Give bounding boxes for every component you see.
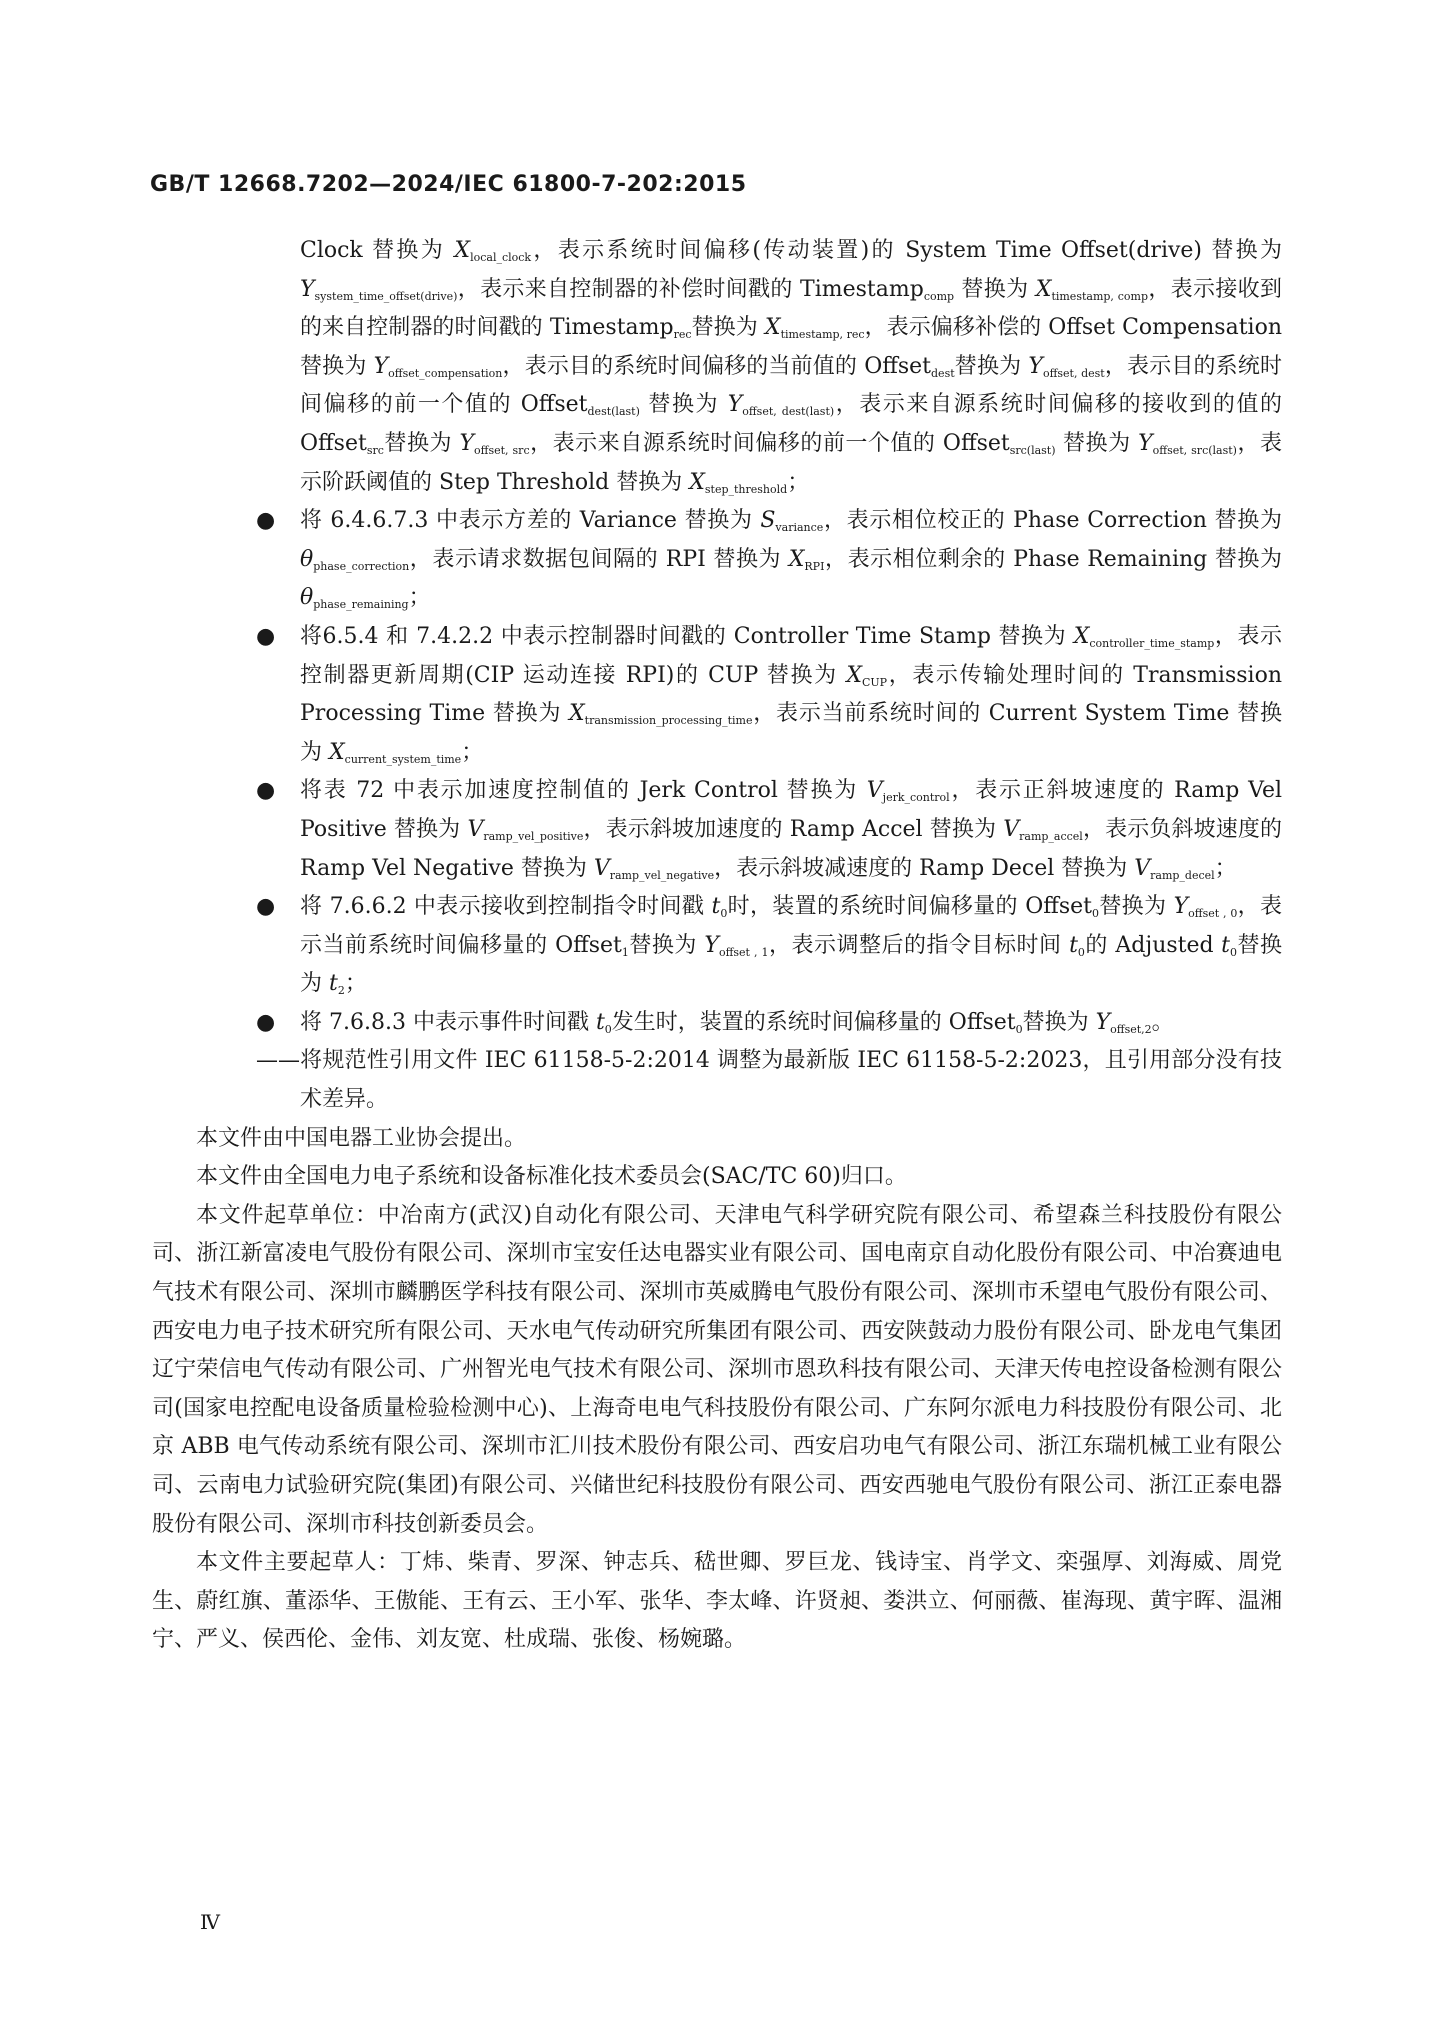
page-content	[152, 232, 1282, 1660]
drafters-paragraph: 本文件主要起草人：丁炜、柴青、罗深、钟志兵、嵇世卿、罗巨龙、钱诗宝、肖学文、栾强厚、刘海威、周党生、蔚红旗、董添华、王傲能、王有云、王小军、张华、李太峰、许贤昶、娄洪立、何丽薇、崔海现、黄宇晖、温湘宁、严义、侯西伦、金伟、刘友宽、杜成瑞、张俊、杨婉璐。	[152, 1550, 1282, 1653]
bullet-item-event-time-stamp: ● 将 7.6.8.3 中表示事件时间戳 $t_0$发生时，装置的系统时间偏移量的 Offset$_0$替换为 $Y_{offset,2}$。	[152, 1004, 1282, 1043]
bullet-dot-icon: ●	[256, 894, 276, 920]
bullet-item-offset-adjust: ● 将 7.6.6.2 中表示接收到控制指令时间戳 $t_0$时，装置的系统时间偏移量的 Offset$_0$替换为 $Y_{offset , 0}$，表示当前系统时间偏移量的 Offset$_1$替换为 $Y_{offset , 1}$，表示调整后的指令目标时间 $t_0$的 Adjusted $t_0$替换为 $t_2$；	[152, 888, 1282, 1004]
page-number: Ⅳ	[200, 1910, 220, 1934]
bullet-item-jerk-control: ● 将表 72 中表示加速度控制值的 Jerk Control 替换为 $V_{jerk\_control}$，表示正斜坡速度的 Ramp Vel Positive 替换为 $V_{ramp\_vel\_positive}$，表示斜坡加速度的 Ramp Accel 替换为 $V_{ramp\_accel}$，表示负斜坡速度的 Ramp Vel Negative 替换为 $V_{ramp\_vel\_negative}$，表示斜坡减速度的 Ramp Decel 替换为 $V_{ramp\_decel}$；	[152, 772, 1282, 888]
bullet-item-variance: ● 将 6.4.6.7.3 中表示方差的 Variance 替换为 $S_{variance}$，表示相位校正的 Phase Correction 替换为 $\theta_{phase\_correction}$，表示请求数据包间隔的 RPI 替换为 $X_{RPI}$，表示相位剩余的 Phase Remaining 替换为 $\theta_{phase\_remaining}$；	[152, 502, 1282, 618]
standard-number-header: GB/T 12668.7202—2024/IEC 61800-7-202:2015	[150, 172, 747, 197]
replacement-continuation-paragraph: Clock 替换为 $X_{local\_clock}$，表示系统时间偏移(传动装置)的 System Time Offset(drive) 替换为 $Y_{system\_time\_offset(drive)}$，表示来自控制器的补偿时间戳的 Timestamp$_{comp}$ 替换为 $X_{timestamp, comp}$，表示接收到的来自控制器的时间戳的 Timestamp$_{rec}$替换为 $X_{timestamp, rec}$，表示偏移补偿的 Offset Compensation 替换为 $Y_{offset\_compensation}$，表示目的系统时间偏移的当前值的 Offset$_{dest}$替换为 $Y_{offset, dest}$，表示目的系统时间偏移的前一个值的 Offset$_{dest(last)}$ 替换为 $Y_{offset, dest(last)}$，表示来自源系统时间偏移的接收到的值的 Offset$_{src}$替换为 $Y_{offset, src}$，表示来自源系统时间偏移的前一个值的 Offset$_{src(last)}$ 替换为 $Y_{offset, src(last)}$，表示阶跃阈值的 Step Threshold 替换为 $X_{step\_threshold}$；	[300, 238, 1282, 496]
bullet-dot-icon: ●	[256, 778, 276, 804]
centralized-paragraph: 本文件由全国电力电子系统和设备标准化技术委员会(SAC/TC 60)归口。	[196, 1164, 907, 1190]
normative-reference-change-item: ——将规范性引用文件 IEC 61158-5-2:2014 调整为最新版 IEC 61158-5-2:2023，且引用部分没有技术差异。	[256, 1048, 1282, 1113]
bullet-item-controller-time-stamp: ● 将6.5.4 和 7.4.2.2 中表示控制器时间戳的 Controller Time Stamp 替换为 $X_{controller\_time\_stamp}$，表示控制器更新周期(CIP 运动连接 RPI)的 CUP 替换为 $X_{CUP}$，表示传输处理时间的 Transmission Processing Time 替换为 $X_{transmission\_processing\_time}$，表示当前系统时间的 Current System Time 替换为 $X_{current\_system\_time}$；	[152, 618, 1282, 772]
drafting-units-paragraph: 本文件起草单位：中冶南方(武汉)自动化有限公司、天津电气科学研究院有限公司、希望森兰科技股份有限公司、浙江新富凌电气股份有限公司、深圳市宝安任达电器实业有限公司、国电南京自动化股份有限公司、中冶赛迪电气技术有限公司、深圳市麟鹏医学科技有限公司、深圳市英威腾电气股份有限公司、深圳市禾望电气股份有限公司、西安电力电子技术研究所有限公司、天水电气传动研究所集团有限公司、西安陕鼓动力股份有限公司、卧龙电气集团辽宁荣信电气传动有限公司、广州智光电气技术有限公司、深圳市恩玖科技有限公司、天津天传电控设备检测有限公司(国家电控配电设备质量检验检测中心)、上海奇电电气科技股份有限公司、广东阿尔派电力科技股份有限公司、北京 ABB 电气传动系统有限公司、深圳市汇川技术股份有限公司、西安启功电气有限公司、浙江东瑞机械工业有限公司、云南电力试验研究院(集团)有限公司、兴储世纪科技股份有限公司、西安西驰电气股份有限公司、浙江正泰电器股份有限公司、深圳市科技创新委员会。	[152, 1202, 1282, 1537]
bullet-dot-icon: ●	[256, 1009, 276, 1035]
proposer-paragraph: 本文件由中国电器工业协会提出。	[196, 1125, 527, 1151]
bullet-dot-icon: ●	[256, 623, 276, 649]
bullet-dot-icon: ●	[256, 508, 276, 534]
